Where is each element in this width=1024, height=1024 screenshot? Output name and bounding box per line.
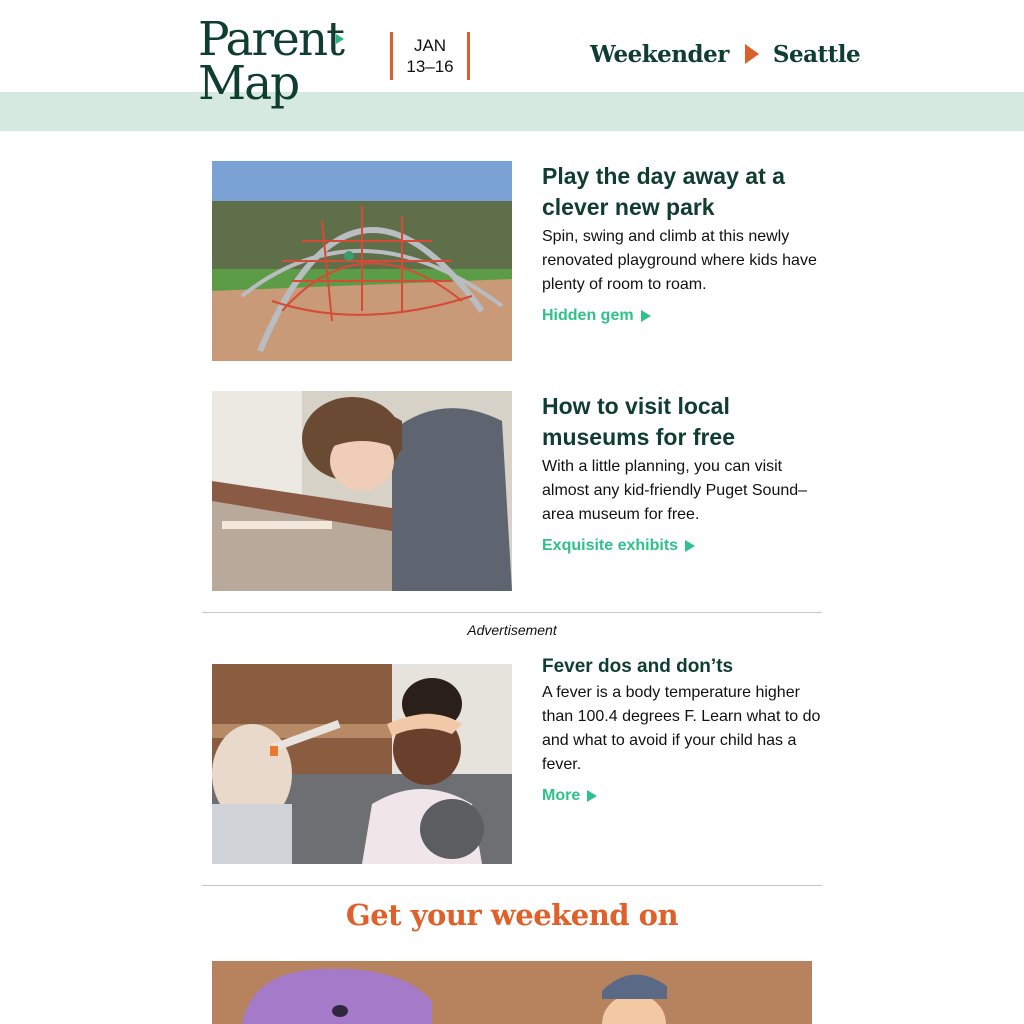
triangle-right-icon (587, 790, 597, 802)
more-link[interactable] (542, 787, 597, 805)
advertisement-label: Advertisement (467, 622, 557, 638)
logo-line-1: Parent (198, 12, 343, 67)
ad-card (212, 655, 822, 864)
section-heading: Get your weekend on (345, 898, 679, 932)
city-name: Seattle (772, 40, 861, 68)
divider (202, 612, 822, 613)
article-card (212, 391, 822, 591)
header-band (0, 92, 1024, 131)
logo-line-2: Map (198, 56, 299, 111)
link-label: Hidden gem (542, 307, 634, 324)
triangle-right-icon (685, 540, 695, 552)
playground-photo[interactable] (212, 161, 512, 361)
article-title[interactable]: How to visit local museums for free (542, 393, 736, 450)
museum-photo[interactable] (212, 391, 512, 591)
exquisite-exhibits-link[interactable] (542, 537, 695, 555)
fever-image (212, 664, 512, 864)
newsletter-name: Weekender (590, 40, 729, 68)
parentmap-logo[interactable] (198, 12, 358, 122)
issue-date (390, 32, 470, 80)
playground-image (212, 161, 512, 361)
weekend-image (212, 961, 812, 1024)
newsletter-title (590, 38, 860, 70)
link-label: More (542, 787, 581, 804)
article-text (542, 161, 822, 325)
fever-photo[interactable] (212, 664, 512, 864)
date-month: JAN (413, 36, 447, 55)
article-description: With a little planning, you can visit almost any kid-friendly Puget Sound–area museum for free. (542, 458, 808, 523)
article-text (542, 391, 822, 555)
hidden-gem-link[interactable] (542, 307, 651, 325)
ad-text (542, 655, 822, 805)
museum-image (212, 391, 512, 591)
ad-title[interactable]: Fever dos and don’ts (542, 656, 734, 677)
ad-description: A fever is a body temperature higher than 100.4 degrees F. Learn what to do and what to avoid if your child has a fever. (542, 684, 821, 773)
date-range: 13–16 (406, 57, 454, 76)
triangle-right-icon (641, 310, 651, 322)
article-description: Spin, swing and climb at this newly renovated playground where kids have plenty of room to roam. (542, 228, 817, 293)
article-title[interactable]: Play the day away at a clever new park (542, 163, 785, 220)
play-icon (336, 34, 344, 44)
weekend-photo[interactable] (212, 961, 812, 1024)
link-label: Exquisite exhibits (542, 537, 679, 554)
article-card (212, 161, 822, 361)
triangle-right-icon (745, 44, 759, 64)
divider (202, 885, 822, 886)
newsletter-header (0, 0, 1024, 131)
